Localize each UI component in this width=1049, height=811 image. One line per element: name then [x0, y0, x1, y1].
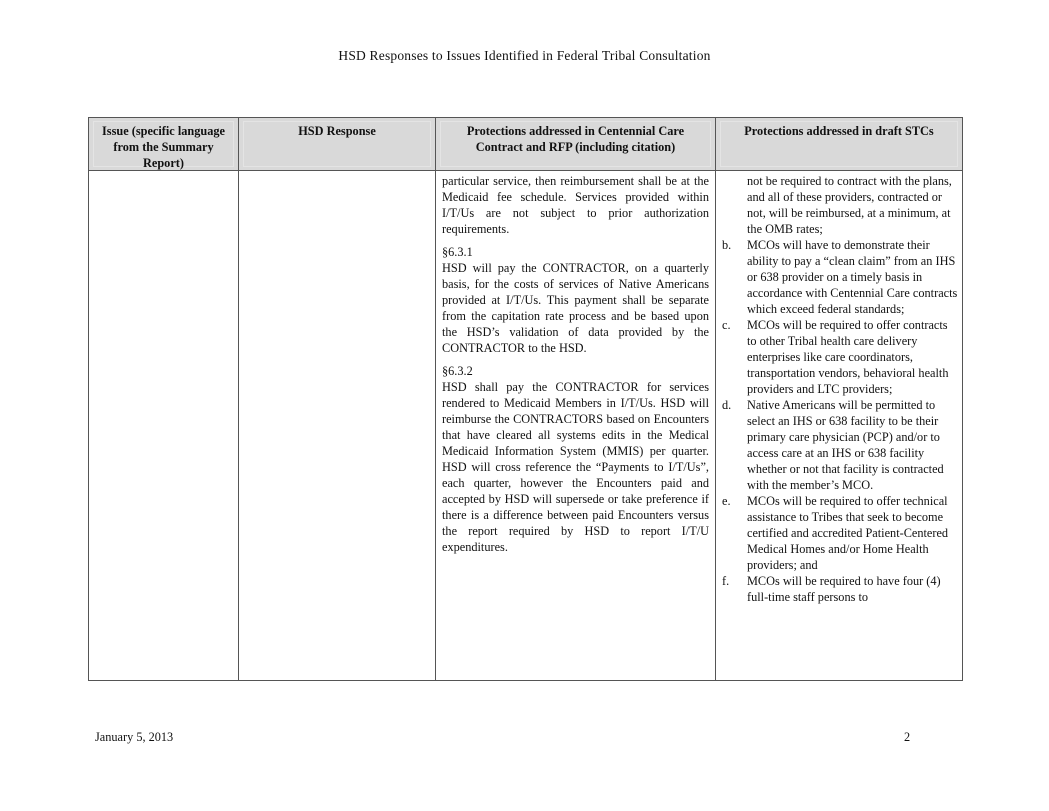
column-header-hsd-response: HSD Response	[243, 121, 431, 167]
section-ref: §6.3.1	[442, 245, 473, 259]
issue-cell	[89, 171, 239, 681]
table-row	[89, 171, 963, 681]
list-item	[722, 493, 958, 573]
responses-table	[88, 117, 963, 681]
list-item	[722, 573, 958, 605]
list-item-letter: f.	[722, 574, 730, 588]
section-ref: §6.3.2	[442, 364, 473, 378]
table-header-row	[89, 118, 963, 171]
contract-paragraph: HSD will pay the CONTRACTOR, on a quarterly basis, for the costs of services of Native Americans provided at I/T/Us. This payment shall be separate from the capitation rate process and be based upon the HSD’s validation of data provided by the CONTRACTOR to the HSD.	[442, 261, 709, 355]
list-item	[722, 317, 958, 397]
header-cell-hsd-response	[239, 118, 436, 171]
contract-paragraph: particular service, then reimbursement shall be at the Medicaid fee schedule. Services provided within I/T/Us are not subject to prior authorization requirements.	[442, 174, 709, 236]
contract-paragraph: HSD shall pay the CONTRACTOR for services rendered to Medicaid Members in I/T/Us. HSD will reimburse the CONTRACTORS based on Encounters that have cleared all systems edits in the Medical Medicaid Information System (MMIS) per quarter. HSD will cross reference the “Payments to I/T/Us”, each quarter, however the Encounters paid and accepted by HSD will supersede or take preference if there is a difference between paid Encounters versus the report required by HSD to report I/T/U expenditures.	[442, 380, 709, 554]
column-header-stc-protections: Protections addressed in draft STCs	[720, 121, 958, 167]
list-item	[722, 237, 958, 317]
list-item-text: MCOs will be required to have four (4) full-time staff persons to	[747, 574, 941, 604]
header-cell-issue	[89, 118, 239, 171]
list-continuation: not be required to contract with the plans, and all of these providers, contracted or not, will be reimbursed, at a minimum, at the OMB rates;	[747, 174, 952, 236]
header-cell-contract	[436, 118, 716, 171]
list-item-text: MCOs will have to demonstrate their ability to pay a “clean claim” from an IHS or 638 provider on a timely basis in accordance with Centennial Care contracts which exceed federal standards;	[747, 238, 958, 316]
list-item-text: MCOs will be required to offer contracts to other Tribal health care delivery enterprises like care coordinators, transportation vendors, behavioral health providers and LTC providers;	[747, 318, 949, 396]
list-item-letter: c.	[722, 318, 731, 332]
stc-protections-cell	[716, 171, 963, 681]
column-header-contract-protections: Protections addressed in Centennial Care Contract and RFP (including citation)	[440, 121, 711, 167]
list-item-letter: e.	[722, 494, 731, 508]
footer-date: January 5, 2013	[95, 730, 174, 744]
column-header-issue: Issue (specific language from the Summary Report)	[93, 121, 234, 167]
list-item	[722, 397, 958, 493]
header-cell-stcs	[716, 118, 963, 171]
contract-protections-cell	[436, 171, 716, 681]
page-title: HSD Responses to Issues Identified in Federal Tribal Consultation	[338, 48, 711, 63]
list-item-letter: b.	[722, 238, 732, 252]
list-item-text: Native Americans will be permitted to select an IHS or 638 facility to be their primary care physician (PCP) and/or to access care at an IHS or 638 facility whether or not that facility is contracted with the member’s MCO.	[747, 398, 944, 492]
list-item-letter: d.	[722, 398, 732, 412]
page-number: 2	[904, 730, 911, 744]
list-item-text: MCOs will be required to offer technical assistance to Tribes that seek to become certified and accredited Patient-Centered Medical Homes and/or Home Health providers; and	[747, 494, 949, 572]
hsd-response-cell	[239, 171, 436, 681]
